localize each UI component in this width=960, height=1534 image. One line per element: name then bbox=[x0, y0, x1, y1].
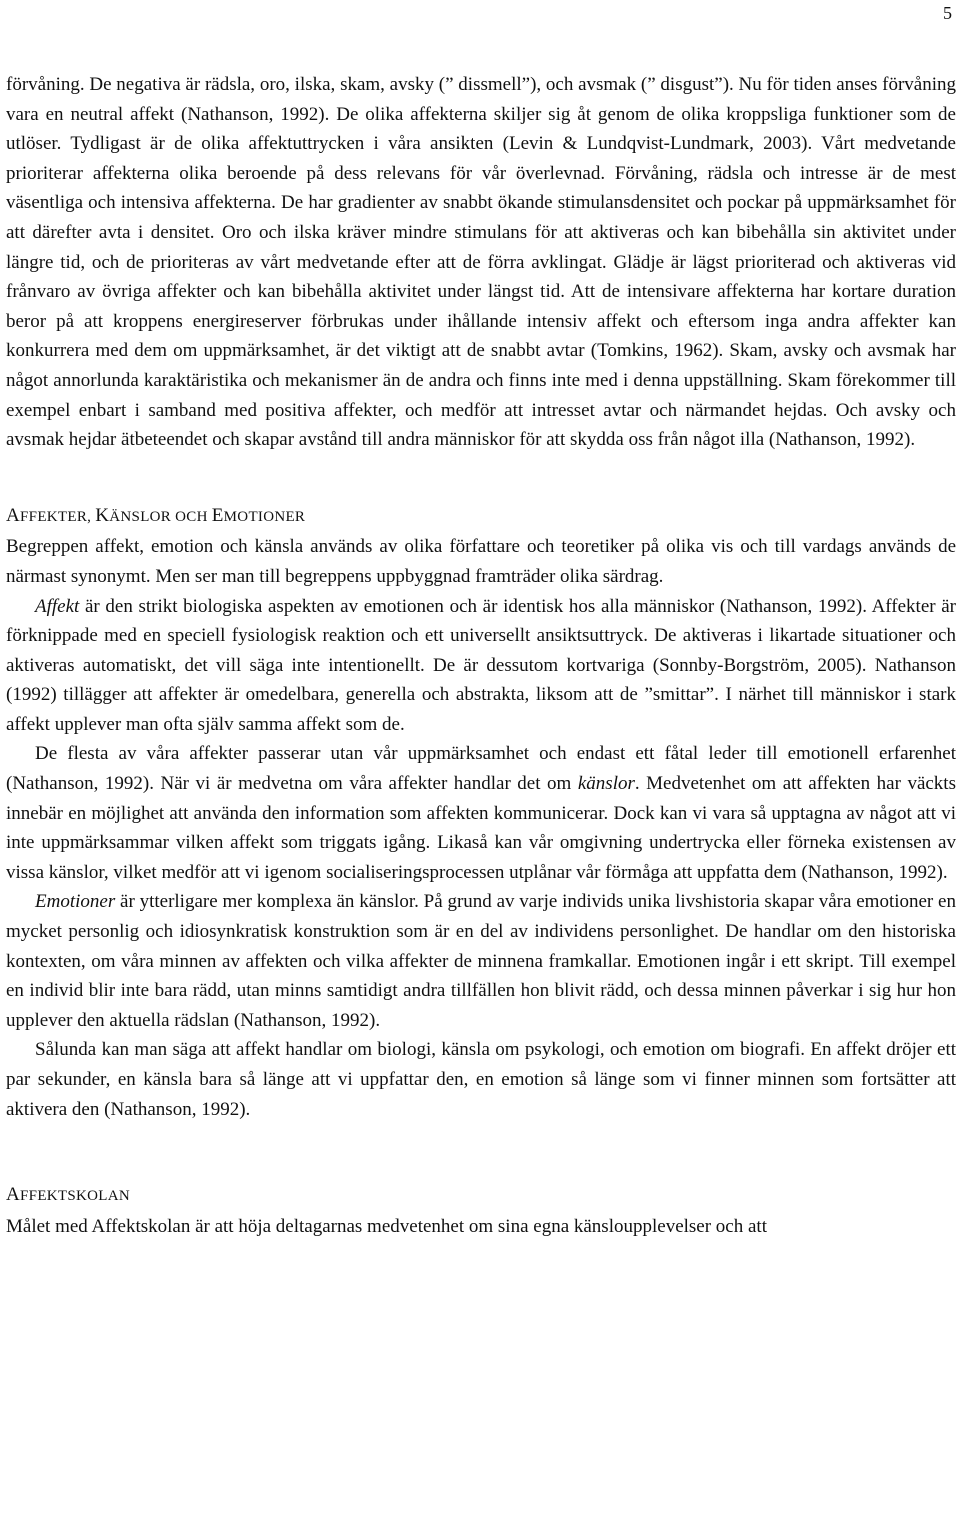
paragraph-affekt bbox=[6, 592, 956, 740]
term-affekt: Affekt bbox=[35, 595, 80, 617]
page-content bbox=[6, 70, 956, 1241]
paragraph-salunda: Sålunda kan man säga att affekt handlar om biologi, känsla om psykologi, och emotion om biografi. En affekt dröjer ett par sekunder, en känsla bara så länge att vi uppfattar den, en emotion så länge som vi finner minnen som fortsätter att aktivera den (Nathanson, 1992). bbox=[6, 1039, 956, 1120]
heading-text: MOTIONER bbox=[223, 508, 306, 525]
term-kanslor: känslor bbox=[577, 773, 635, 795]
intro-paragraph: förvåning. De negativa är rädsla, oro, ilska, skam, avsky (” dissmell”), och avsmak (” disgust”). Nu för tiden anses förvåning vara en neutral affekt (Nathanson, 1992). De olika affekterna skiljer sig åt genom de olika kroppsliga funktioner som de utlöser. Tydligast är de olika affektuttrycken i våra ansikten (Levin & Lundqvist-Lundmark, 2003). Vårt medvetande prioriterar affekterna olika beroende på dess relevans för vår överlevnad. Förvåning, rädsla och intresse är de mest väsentliga och intensiva affekterna. De har gradienter av snabbt ökande stimulansdensitet och pockar på uppmärksamhet för att därefter avta i densitet. Oro och ilska kräver mindre stimulans för att aktiveras och kan bibehålla sin aktivitet under längre tid, och de prioriteras av vårt medvetande efter att de förra avklingat. Glädje är lägst prioriterad och aktiveras vid frånvaro av övriga affekter och kan bibehålla aktivitet under längst tid. Att de intensivare affekterna har kortare duration beror på att kroppens energireserver förbrukas under ihållande intensiv affekt och eftersom inga andra affekter kan konkurrera med dem om uppmärksamhet, är det viktigt att de snabbt avtar (Tomkins, 1962). Skam, avsky och avsmak har något annorlunda karaktäristika och mekanismer än de andra och finns inte med i denna uppställning. Skam förekommer till exempel enbart i samband med positiva affekter, och medför att intresset avtar och närmandet hejdas. Och avsky och avsmak hejdar ätbeteendet och skapar avstånd till andra människor för att skydda oss från något illa (Nathanson, 1992). bbox=[6, 74, 956, 451]
heading-initial: K bbox=[95, 504, 110, 526]
section-heading-affekter-kanslor-emotioner bbox=[6, 501, 956, 533]
heading-text: FFEKTER, bbox=[20, 508, 96, 525]
section-heading-affektskolan bbox=[6, 1180, 956, 1212]
paragraph-malet: Målet med Affektskolan är att höja deltagarnas medvetenhet om sina egna känsloupplevelser och att bbox=[6, 1215, 767, 1237]
paragraph-text: är ytterligare mer komplexa än känslor. På grund av varje individs unika livshistoria skapar våra emotioner en mycket personlig och idiosynkratisk konstruktion som är en del av individens personlighet. De handlar om den historiska kontexten, om våra minnen av affekten och vilka affekter de minnena framkallar. Emotionen ingår i ett skript. Till exempel en individ blir inte bara rädd, utan minns samtidigt andra tillfällen hon blivit rädd, och dessa minnen påverkar i sig hur hon upplever den aktuella rädslan (Nathanson, 1992). bbox=[6, 891, 956, 1031]
page-number: 5 bbox=[943, 3, 952, 23]
term-emotioner: Emotioner bbox=[35, 891, 116, 913]
heading-initial: E bbox=[211, 504, 224, 526]
heading-initial: A bbox=[6, 504, 21, 526]
heading-initial: A bbox=[6, 1184, 21, 1206]
paragraph-text: De flesta av våra affekter passerar utan vår uppmärksamhet och endast ett fåtal leder till emotionell erfarenhet (Nathanson, 1992). När vi är medvetna om våra affekter handlar det om bbox=[6, 743, 956, 795]
paragraph-text: . Medvetenhet om att affekten har väckts innebär en möjlighet att använda den information som affekten kommunicerar. Dock kan vi vara så upptagna av något att vi inte uppmärksammar vilken affekt som triggats igång. Likaså kan vår omgivning undertrycka eller förneka existensen av vissa känslor, vilket medför att vi igenom socialiseringsprocessen utplånar vår förmåga att uppfatta dem (Nathanson, 1992). bbox=[6, 773, 956, 883]
paragraph-begreppen: Begreppen affekt, emotion och känsla används av olika författare och teoretiker på olika vis och till vardags används de närmast synonymt. Men ser man till begreppens uppbyggnad framträder olika särdrag. bbox=[6, 536, 956, 587]
paragraph-text: är den strikt biologiska aspekten av emotionen och är identisk hos alla människor (Nathanson, 1992). Affekter är förknippade med en speciell fysiologisk reaktion och ett universellt ansiktsuttryck. De aktiveras i likartade situationer och aktiveras automatiskt, det vill säga inte intentionellt. De är dessutom kortvariga (Sonnby-Borgström, 2005). Nathanson (1992) tillägger att affekter är omedelbara, generella och abstrakta, liksom att de ”smittar”. I närhet till människor i stark affekt upplever man ofta själv samma affekt som de. bbox=[6, 595, 956, 735]
paragraph-kanslor bbox=[6, 739, 956, 887]
paragraph-emotioner bbox=[6, 887, 956, 1035]
heading-text: ÄNSLOR OCH bbox=[109, 508, 212, 525]
heading-text: FFEKTSKOLAN bbox=[20, 1188, 131, 1205]
